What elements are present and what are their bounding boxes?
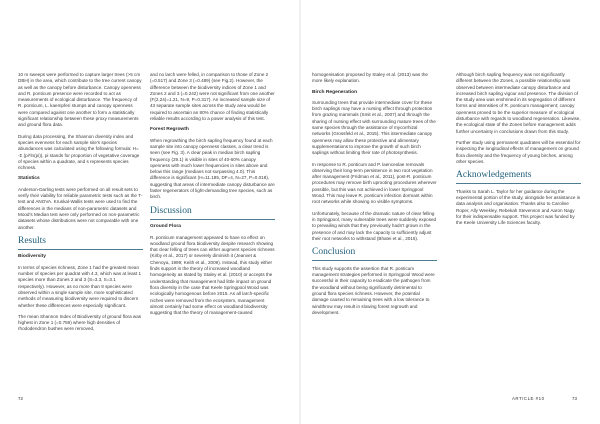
paragraph: Further study using permanent quadrates will be essential for inspecting the longitudinal effects of management on ground flora diversity and the frequency of young birches, among other species.	[456, 139, 581, 164]
paragraph: 10 m sweeps were performed to capture larger trees (>5 cm DBH) in the area, which contribute to the tree current canopy as well as the canopy before disturbance. Canopy openness and R. ponticum presence were recorded to act as measurements of ecological disturbance. The frequency of R. ponticum, L. kaempferi stumps and canopy openness were compared against one another to form a statistically significant relationship between these proxy measurements and ground flora data.	[18, 72, 142, 128]
paragraph: Although birch sapling frequency was not significantly different between the Zones, a possible relationship was observed between intermediate canopy disturbance and increased birch sapling vigour and presence. The division of the study area was enshrined in its segregation of different forms and intensities of R. ponticum management; canopy openness proved to be the superior measure of ecological disturbance with regards to woodland regeneration. Likewise, the ecological state of the Zones before management adds further uncertainty in conclusions drawn from this study.	[456, 72, 581, 134]
left-column-2	[150, 72, 275, 321]
paragraph: Surrounding trees that provide intermediate cover for these birch saplings may have a nursing effect through protection from grazing mammals (Smit et al., 2007) and through the sharing of nursing effect with surrounding mature trees of the same species through the assistance of mycorrhizal networks (Grossfeld et al., 2015). This intermediate canopy openness may allow these protective and alimentary supplementations to improve the growth of such birch saplings without limiting their rate of photosynthesis.	[312, 99, 436, 156]
results-heading: Results	[18, 235, 46, 246]
journal-label: ARTICLE #10	[512, 396, 545, 401]
statistics-heading: Statistics	[18, 176, 40, 182]
paragraph: Thanks to Sarah L. Taylor for her guidance during the experimental portion of the study, alongside her assistance in data analysis and organisation. Thanks also to Caroline Roper, Ally Weekley, Rebekah Stevenson and Aaron Nagy for their indispensable support. This project was funded by the Keele University Life Sciences faculty.	[456, 188, 581, 226]
page-number-left: 72	[18, 396, 23, 401]
paragraph: In response to R. ponticum and P. laenceolae removals observing their long-term persistence in two root vegetation after management (Fridman et al., 2011), post-R. ponticum procedures may remove birth uprooting procedures wherever possible, but this was not achieved in lower Springpool Wood. This may leave R. ponticum infection dormant within root networks while showing no visible symptoms.	[312, 161, 437, 205]
section-rule	[312, 260, 437, 261]
biodiversity-heading: Biodiversity	[18, 254, 46, 260]
right-column-1	[312, 72, 437, 321]
page-fold	[299, 0, 301, 424]
paragraph: In terms of species richness, Zone 1 had the greatest mean number of species per quadrat with 4.3, which was at least 1 species more than Zones 2 and 3 (S=3.3, S=3.1 respectively). However, as no more than 8 species were observed within a single sample site, more sophisticated methods of measuring biodiversity were required to discern whether these differences were especially significant.	[18, 264, 142, 308]
paragraph: Anderson-Darling tests were performed on all result sets to verify their viability for reliable parametric tests such as the T-test and ANOVA. Kruskal-Wallis tests were used to find the differences in the medians of non-parametric datasets and Mood's Median test were only performed on non-parametric datasets whose distributions were not comparable with one another.	[18, 186, 143, 230]
conclusion-heading: Conclusion	[312, 247, 356, 258]
ground-flora-heading: Ground Flora	[150, 224, 181, 230]
paragraph: During data processing, the Shannon diversity index and species evenness for each sample site's species abundances was calculated using the following formula: H= -Σ (pi*ln(pi)), pi stands for proportion of vegetative coverage of species within a quadrate, and s represents species richness.	[18, 133, 140, 171]
discussion-heading: Discussion	[150, 205, 192, 216]
acknowledgements-heading: Acknowledgements	[456, 170, 532, 181]
paragraph: This study supports the assertion that R. ponticum management strategies performed in Springpool Wood were successful in their capacity to eradicate the pathogen from the woodland without being significantly detrimental to ground flora species richness. However, the potential damage caused to remaining trees with a low tolerance to windthrow may result in slowing forest regrowth and development.	[312, 265, 435, 315]
section-rule	[150, 219, 275, 220]
left-column-1	[18, 72, 143, 338]
section-rule	[18, 249, 143, 250]
page-number-right: 73	[572, 396, 577, 401]
paragraph: homogenisation proposed by Staley et al. (2013) was the more likely explanation.	[312, 72, 428, 84]
section-rule	[456, 183, 581, 184]
forest-regrowth-heading: Forest Regrowth	[150, 127, 189, 133]
paragraph: When regrowthing the birch sapling frequency found at each sample site into canopy openness classes, a clear trend is seen (see Fig. 3). A clear peak in median birch sapling frequency (29.1) is visible in sites of 40-60% canopy openness with much lower frequencies in sites above and below this range (medians not surpassing 4.0). This difference is significant (H=11.185, DF=4, N=27, P=0.018), suggesting that areas of intermediate canopy disturbance are faster regenerators of light-demanding tree species, such as birch.	[150, 137, 275, 200]
paragraph: The mean Shannon Index of Biodiversity of ground flora was highest in Zone 1 (=0.759) where high densities of rhododendron bushes were removed,	[18, 313, 142, 332]
birch-regeneration-heading: Birch Regeneration	[312, 89, 358, 95]
paragraph: R. ponticum management appeared to have no effect on woodland ground flora biodiversity despite research showing that clear felling of trees can either augment species richness (Kirby et al., 2017) or severely diminish it (Jeanvet & Chenoya, 1999; Keith et al., 2009). Instead, this study either finds support in the theory of increased woodland homogeneity as stated by Staley et al. (2010) or accepts the understanding that management had little impact on ground flora diversity in the case that Keele Springpool Wood was ecologically homogenous before 2015. As all larch-specific niches were removed from the ecosystem, management almost certainly had some effect on woodland biodiversity suggesting that the theory of management-caused	[150, 234, 275, 316]
paragraph: Unfortunately, because of the dramatic nature of clear felling in Springpool, many vulnerable trees were suddenly exposed to prevailing winds that they previously hadn't grown in the presence of and may lack the capacity to sufficiently adjust their root networks to withstand (Bhatei et al., 2015).	[312, 210, 437, 241]
right-column-2	[456, 72, 581, 232]
paragraph: and no larch were felled, in comparison to those of Zone 2 (=0.517) and Zone 3 (=0.489) (see Fig.2). However, the difference between the biodiversity indices of Zone 1 and Zones 2 and 3 (=0.242) were not significant from one another (F(2,24)=1.21, N=9, P=0.317). An increased sample size of 43 separate sample sites across the study area would be required to ascertain an 80% chance of finding statistically reliable results according to a power analysis of this test.	[150, 72, 275, 122]
